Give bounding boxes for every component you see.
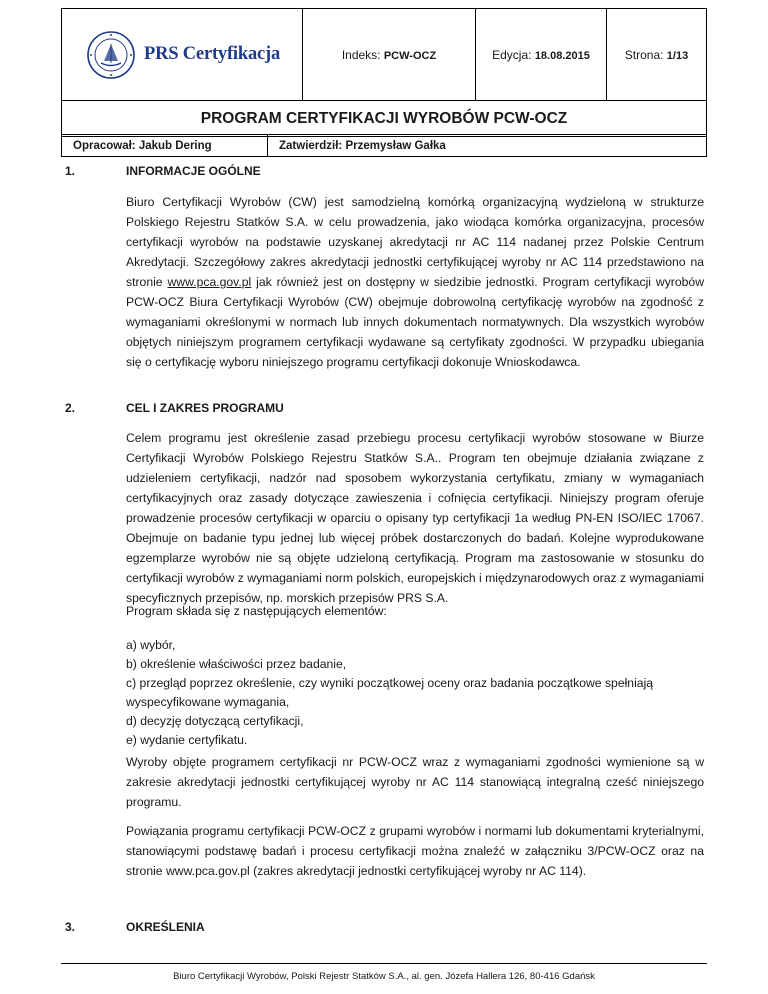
brand-name: PRS Certyfikacja xyxy=(144,44,281,64)
list-item: c) przegląd poprzez określenie, czy wyniki początkowej oceny oraz badania początkowe spełniają wyspecyfikowane wymagania, xyxy=(126,676,654,709)
section-2-paragraph-3: Wyroby objęte programem certyfikacji nr PCW-OCZ wraz z wymaganiami zgodności wymienione są w zakresie akredytacji jednostki certyfikującej wyroby nr AC 114 stanowiącą integralną cześć niniejszego programu. xyxy=(126,755,704,809)
document-title: PROGRAM CERTYFIKACJI WYROBÓW PCW-OCZ xyxy=(62,101,707,137)
page-value: 1/13 xyxy=(666,49,689,62)
section-2-paragraph-4: Powiązania programu certyfikacji PCW-OCZ z grupami wyrobów i normami lub dokumentami kryterialnymi, stanowiącymi podstawę badań i procesu certyfikacji można znaleźć w załączniku 3/PCW-OCZ oraz na stronie www.pca.gov.pl (zakres akredytacji jednostki certyfikującej wyroby nr AC 114). xyxy=(126,824,704,878)
pca-link[interactable]: www.pca.gov.pl xyxy=(167,275,252,289)
section-1-text-end: jak również jest on dostępny w siedzibie jednostki. Program certyfikacji wyrobów PCW-OCZ Biura Certyfikacji Wyrobów (CW) obejmuje dobrowolną certyfikację wyrobów na zgodność z wymaganiami określonymi w normach lub innych dokumentach normatywnych. Dla wszystkich wyrobów objętych niniejszym programem certyfikacji wydawane są certyfikaty zgodności. W przypadku ubiegania się o certyfikację wyboru niniejszego programu certyfikacji dokonuje Wnioskodawca. xyxy=(126,275,704,369)
section-1-paragraph xyxy=(126,192,704,372)
index-label: Indeks: xyxy=(341,47,384,62)
section-1-title: INFORMACJE OGÓLNE xyxy=(126,164,261,178)
list-item: e) wydanie certyfikatu. xyxy=(126,733,248,747)
section-2-title: CEL I ZAKRES PROGRAMU xyxy=(126,401,284,415)
index-value: PCW-OCZ xyxy=(383,49,437,62)
list-item: d) decyzję dotyczącą certyfikacji, xyxy=(126,714,304,728)
list-item: a) wybór, xyxy=(126,638,176,652)
approved-by: Zatwierdził: Przemysław Gałka xyxy=(268,135,707,157)
section-2-paragraph-2: Program składa się z następujących elementów: xyxy=(126,604,387,618)
edition-value: 18.08.2015 xyxy=(534,49,590,62)
list-item: b) określenie właściwości przez badanie, xyxy=(126,657,347,671)
edition-cell xyxy=(476,9,607,101)
index-cell xyxy=(303,9,476,101)
prepared-by: Opracował: Jakub Dering xyxy=(62,135,268,157)
prs-seal-icon xyxy=(86,30,136,80)
header-table xyxy=(61,8,707,137)
section-1-text-start: Biuro Certyfikacji Wyrobów (CW) jest samodzielną komórką organizacyjną wydzieloną w strukturze Polskiego Rejestru Statków S.A. w celu prowadzenia, jako wiodąca komórka organizacyjna, procesów certyfikacji wyrobów na podstawie uzyskanej akredytacji nr AC 114 nadanej przez Polskie Centrum Akredytacji. Szczegółowy zakres akredytacji jednostki certyfikującej wyroby nr AC 114 przedstawiono na stronie xyxy=(126,195,704,289)
section-1-number: 1. xyxy=(65,164,76,178)
edition-label: Edycja: xyxy=(492,47,535,62)
section-3-title: OKREŚLENIA xyxy=(126,920,205,934)
elements-list xyxy=(126,636,704,750)
logo-cell xyxy=(62,9,303,101)
authors-table xyxy=(61,134,707,157)
footer-text: Biuro Certyfikacji Wyrobów, Polski Rejestr Statków S.A., al. gen. Józefa Hallera 126, 80-416 Gdańsk xyxy=(173,971,595,982)
section-2-number: 2. xyxy=(65,401,76,415)
section-3-number: 3. xyxy=(65,920,76,934)
page-label: Strona: xyxy=(624,47,667,62)
footer-divider xyxy=(61,963,707,964)
section-2-paragraph-1: Celem programu jest określenie zasad przebiegu procesu certyfikacji wyrobów stosowane w Biurze Certyfikacji Wyrobów Polskiego Rejestru Statków S.A.. Program ten obejmuje działania związane z udzieleniem certyfikacji, nadzór nad sposobem wykorzystania certyfikatu, zmiany w wymaganiach certyfikacyjnych oraz zasady dotyczące zawieszenia i cofnięcia certyfikacji. Niniejszy program oferuje prowadzenie procesów certyfikacji w oparciu o opisany typ certyfikacji 1a według PN-EN ISO/IEC 17067. Obejmuje on badanie typu jednej lub więcej próbek dostarczonych do badań. Kolejne wyprodukowane egzemplarze wyrobów nie są objęte udzieloną certyfikacją. Program ma zastosowanie w stosunku do certyfikacji wyrobów z wymaganiami norm polskich, europejskich i międzynarodowych oraz z wymaganiami specyficznych przepisów, np. morskich przepisów PRS S.A. xyxy=(126,431,704,605)
page-cell xyxy=(607,9,707,101)
